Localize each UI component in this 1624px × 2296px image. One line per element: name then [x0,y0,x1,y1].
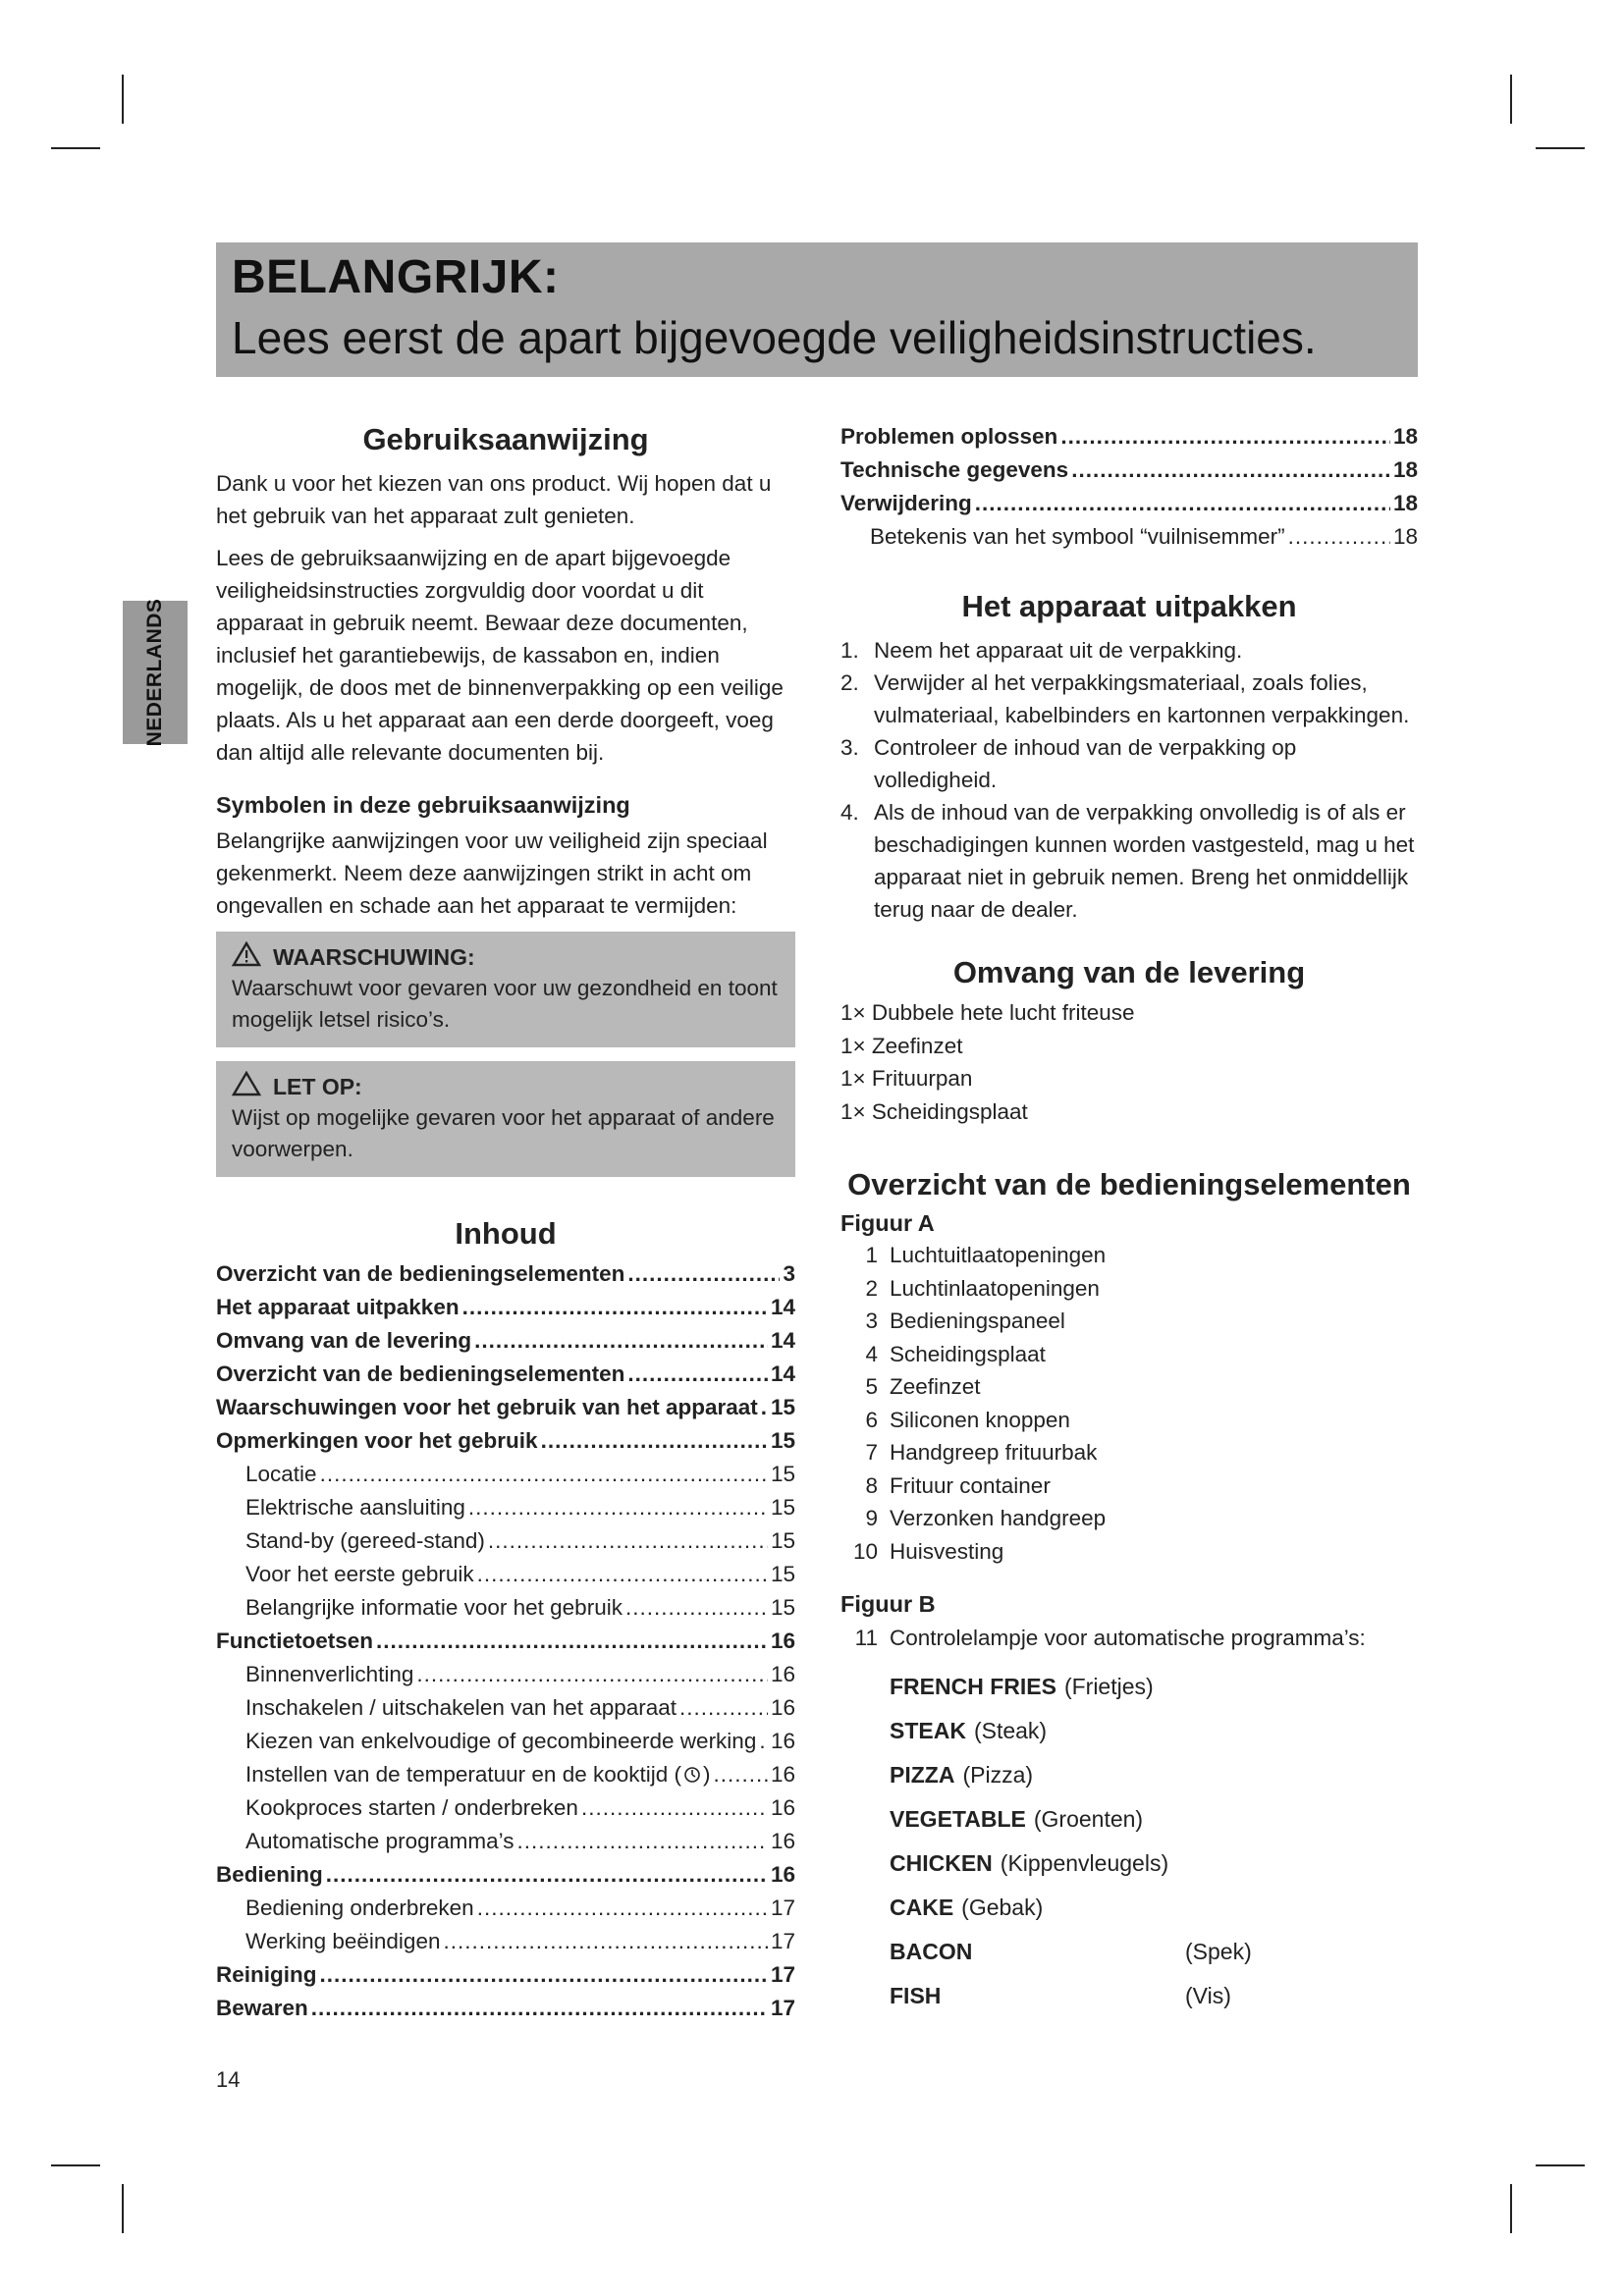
table-of-contents [216,1261,795,2029]
crop-mark [1510,75,1512,124]
unpack-heading: Het apparaat uitpakken [961,589,1297,623]
crop-mark [1510,2184,1512,2233]
toc-entry[interactable]: Overzicht van de bedieningselementen ..... 14 [216,1362,795,1395]
symbols-text: Belangrijke aanwijzingen voor uw veiligheid zijn speciaal gekenmerkt. Neem deze aanwijzingen strikt in acht om ongevallen en schade aan het apparaat te vermijden: [216,828,768,918]
toc-subentry[interactable]: Automatische programma’s ..... 16 [216,1829,795,1862]
language-tab [123,598,188,747]
list-item: 7 Handgreep frituurbak [865,1440,1098,1465]
toc-entry[interactable]: Bediening ..... 16 [216,1862,795,1896]
crop-mark [51,2164,100,2166]
toc-subentry[interactable]: Betekenis van het symbool “vuilnisemmer” ..... 18 [840,524,1418,558]
crop-mark [1536,147,1585,149]
caution-text: Wijst op mogelijke gevaren voor het apparaat of andere voorwerpen. [232,1105,775,1161]
banner-subtitle: Lees eerst de apart bijgevoegde veiligheidsinstructies. [232,312,1317,363]
toc-entry[interactable]: Overzicht van de bedieningselementen ..... 3 [216,1261,795,1295]
program-item: BACON (Spek) [890,1938,1252,1964]
list-item: 2 Luchtinlaatopeningen [865,1275,1100,1301]
list-item: 3. Controleer de inhoud van de verpakking op volledigheid. [840,735,1297,792]
toc-subentry[interactable]: Kiezen van enkelvoudige of gecombineerde werking ..... 16 [216,1729,795,1762]
program-item: FISH (Vis) [890,1982,1231,2008]
toc-subentry[interactable]: Elektrische aansluiting ..... 15 [216,1495,795,1528]
toc-entry[interactable]: Omvang van de levering ..... 14 [216,1328,795,1362]
toc-entry[interactable]: Functietoetsen ..... 16 [216,1629,795,1662]
list-item: 1× Scheidingsplaat [840,1098,1028,1124]
toc-entry[interactable]: Verwijdering ..... 18 [840,491,1418,524]
list-item: 10 Huisvesting [852,1538,1004,1564]
list-item: 1 Luchtuitlaatopeningen [865,1243,1107,1267]
figure-b-label: Figuur B [840,1591,936,1617]
toc-subentry[interactable]: Belangrijke informatie voor het gebruik ..... 15 [216,1595,795,1629]
list-item: 1× Zeefinzet [840,1033,963,1058]
toc-subentry[interactable]: Voor het eerste gebruik ..... 15 [216,1562,795,1595]
delivery-list [840,1000,1418,1132]
toc-entry[interactable]: Bewaren ..... 17 [216,1996,795,2029]
warning-title: WAARSCHUWING: [273,943,475,970]
toc-subentry[interactable]: Stand-by (gereed-stand) ..... 15 [216,1528,795,1562]
list-item: 4. Als de inhoud van de verpakking onvolledig is of als er beschadigingen kunnen worden vastgesteld, mag u het apparaat niet in gebruik nemen. Breng het onmiddellijk terug naar de dealer. [840,800,1415,922]
toc-entry[interactable]: Opmerkingen voor het gebruik ..... 15 [216,1428,795,1462]
list-item: 9 Verzonken handgreep [865,1506,1107,1530]
list-item: 1× Frituurpan [840,1066,973,1091]
left-column [216,422,795,2029]
caution-box [216,1061,795,1177]
toc-subentry[interactable]: Kookproces starten / onderbreken ..... 16 [216,1795,795,1829]
list-item: 6 Siliconen knoppen [865,1407,1070,1432]
overview-heading: Overzicht van de bedieningselementen [847,1167,1411,1201]
program-item: VEGETABLE (Groenten) [890,1805,1144,1832]
toc-entry[interactable]: Waarschuwingen voor het gebruik van het apparaat ..... 15 [216,1395,795,1428]
toc-entry[interactable]: Problemen oplossen ..... 18 [840,424,1418,457]
list-item: 4 Scheidingsplaat [865,1341,1046,1366]
warning-triangle-icon [232,941,261,973]
program-item: FRENCH FRIES (Frietjes) [890,1673,1154,1699]
banner-title: BELANGRIJK: [232,251,560,303]
delivery-heading: Omvang van de levering [952,955,1306,989]
program-item: STEAK (Steak) [890,1717,1048,1743]
programs-list [840,1665,1418,2018]
symbols-heading: Symbolen in deze gebruiksaanwijzing [216,792,630,818]
page-number: 14 [216,2067,241,2092]
toc-heading: Inhoud [455,1216,557,1251]
crop-mark [122,75,124,124]
list-item: 1× Dubbele hete lucht friteuse [840,1000,1135,1025]
table-of-contents-continued [840,424,1418,558]
intro-paragraph-2: Lees de gebruiksaanwijzing en de apart bijgevoegde veiligheidsinstructies zorgvuldig door voordat u dit apparaat in gebruik neemt. Bewaar deze documenten, inclusief het garantiebewijs, de kassabon en, indien mogelijk, de doos met de binnenverpakking op een veilige plaats. Als u het apparaat aan een derde doorgeeft, voeg dan altijd alle relevante documenten bij. [216,546,784,765]
program-item: CAKE (Gebak) [890,1894,1044,1920]
toc-entry[interactable]: Het apparaat uitpakken ..... 14 [216,1295,795,1328]
right-column [840,424,1418,2018]
toc-subentry[interactable]: Bediening onderbreken ..... 17 [216,1896,795,1929]
crop-mark [1536,2164,1585,2166]
program-item: PIZZA (Pizza) [890,1761,1034,1788]
intro-heading: Gebruiksaanwijzing [362,422,649,456]
toc-subentry[interactable]: Binnenverlichting ..... 16 [216,1662,795,1695]
toc-subentry[interactable]: Instellen van de temperatuur en de kooktijd ( ) ..... 16 [216,1762,795,1795]
timer-icon [681,1762,703,1787]
figure-a-label: Figuur A [840,1210,935,1236]
intro-paragraph-1: Dank u voor het kiezen van ons product. Wij hopen dat u het gebruik van het apparaat zult genieten. [216,471,772,528]
toc-entry[interactable]: Reiniging ..... 17 [216,1962,795,1996]
list-item: 2. Verwijder al het verpakkingsmateriaal, zoals folies, vulmateriaal, kabelbinders en kartonnen verpakkingen. [840,670,1410,727]
program-item: CHICKEN (Kippenvleugels) [890,1849,1169,1876]
crop-mark [51,147,100,149]
important-banner [216,242,1418,377]
crop-mark [122,2184,124,2233]
list-item: 5 Zeefinzet [865,1374,981,1399]
toc-subentry[interactable]: Locatie ..... 15 [216,1462,795,1495]
caution-title: LET OP: [273,1073,362,1099]
list-item: 1. Neem het apparaat uit de verpakking. [840,638,1243,663]
language-tab-label: NEDERLANDS [143,598,166,747]
warning-box [216,932,795,1047]
unpack-steps [840,634,1418,926]
toc-subentry[interactable]: Inschakelen / uitschakelen van het apparaat ..... 16 [216,1695,795,1729]
toc-subentry[interactable]: Werking beëindigen ..... 17 [216,1929,795,1962]
list-item: 8 Frituur container [865,1472,1051,1498]
list-item: 3 Bedieningspaneel [865,1308,1065,1333]
warning-text: Waarschuwt voor gevaren voor uw gezondheid en toont mogelijk letsel risico’s. [232,976,778,1032]
toc-entry[interactable]: Technische gegevens ..... 18 [840,457,1418,491]
list-item: 11 Controlelampje voor automatische programma’s: [854,1626,1366,1650]
caution-triangle-icon [232,1071,261,1102]
figure-a-list [840,1243,1418,1572]
